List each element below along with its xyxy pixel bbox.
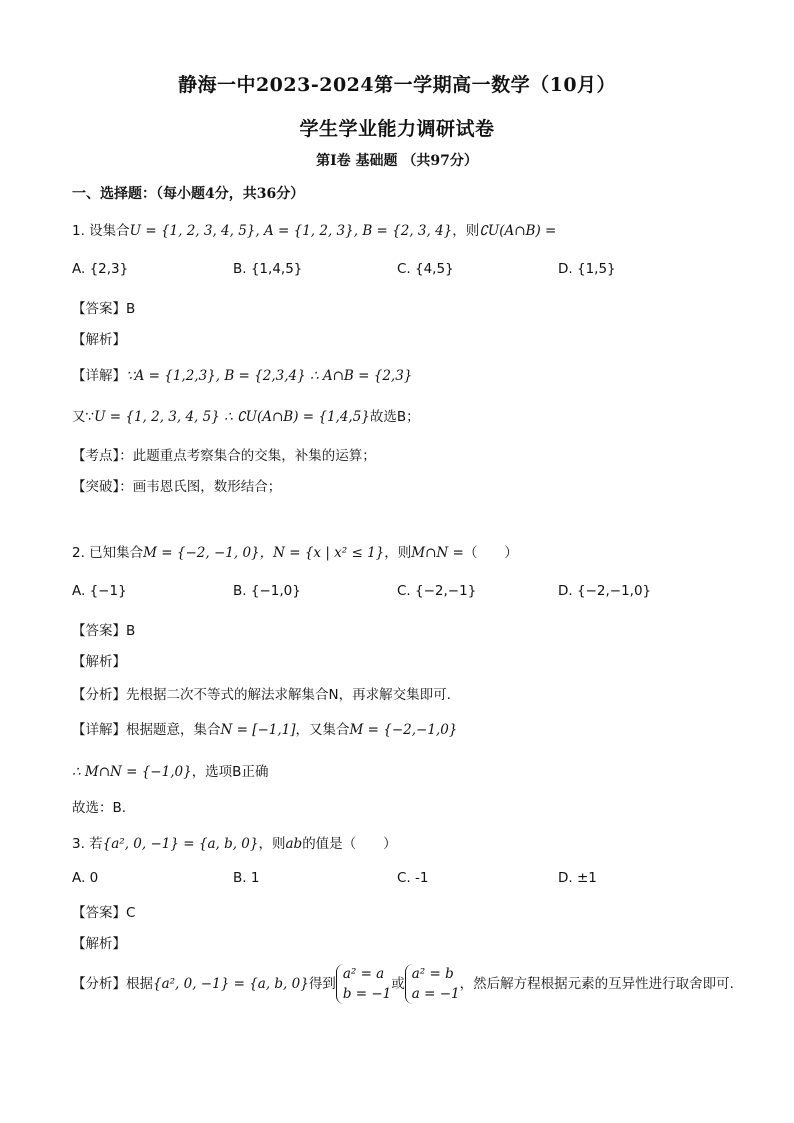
question-3-stem: 3. 若{a², 0, −1} = {a, b, 0}，则ab的值是（ ）	[72, 836, 397, 852]
q3-option-c: C. -1	[397, 870, 429, 886]
q2-fenxi: 【分析】先根据二次不等式的解法求解集合N，再求解交集即可.	[72, 687, 451, 703]
q2-answer: 【答案】B	[72, 623, 136, 639]
q2-option-c: C. {−2,−1}	[397, 583, 477, 599]
q3-option-a: A. 0	[72, 870, 99, 886]
q2-option-d: D. {−2,−1,0}	[558, 583, 652, 599]
exam-title: 静海一中2023-2024第一学期高一数学（10月）	[177, 74, 617, 96]
q2-analysis-label: 【解析】	[72, 654, 126, 670]
q1-option-b: B. {1,4,5}	[233, 261, 303, 277]
equation-system-1: a² = a b = −1	[336, 964, 391, 1004]
q2-detail: 【详解】根据题意，集合N = [−1,1]，又集合M = {−2,−1,0}	[72, 722, 458, 738]
exam-subtitle: 学生学业能力调研试卷	[299, 118, 495, 140]
part-heading: 第Ⅰ卷 基础题 （共97分）	[316, 153, 478, 169]
q1-answer: 【答案】B	[72, 301, 136, 317]
q2-choose: 故选：B.	[72, 800, 127, 816]
q2-option-b: B. {−1,0}	[233, 583, 301, 599]
q1-option-a: A. {2,3}	[72, 261, 129, 277]
q3-fenxi: 【分析】根据{a², 0, −1} = {a, b, 0}得到a² = a b = −1或a² = b a = −1，然后解方程根据元素的互异性进行取舍即可.	[72, 966, 734, 1002]
q1-complement-expression: ∁U(A∩B) =	[479, 223, 557, 239]
question-2-stem: 2. 已知集合M = {−2, −1, 0}，N = {x | x² ≤ 1}，则M∩N =（ ）	[72, 545, 518, 561]
q3-answer: 【答案】C	[72, 905, 136, 921]
q2-conclusion: ∴ M∩N = {−1,0}，选项B正确	[72, 764, 269, 780]
question-1-stem: 1. 设集合U = {1, 2, 3, 4, 5}, A = {1, 2, 3}, B = {2, 3, 4}，则∁U(A∩B) =	[72, 223, 557, 239]
q3-option-d: D. ±1	[558, 870, 597, 886]
q1-analysis-label: 【解析】	[72, 332, 126, 348]
q1-option-d: D. {1,5}	[558, 261, 616, 277]
q1-set-definitions: U = {1, 2, 3, 4, 5}, A = {1, 2, 3}, B = {2, 3, 4}	[129, 223, 453, 239]
q3-option-b: B. 1	[233, 870, 260, 886]
q1-option-c: C. {4,5}	[397, 261, 454, 277]
q1-detail-2: 又∵U = {1, 2, 3, 4, 5} ∴ ∁U(A∩B) = {1,4,5}故选B；	[72, 409, 420, 425]
q3-analysis-label: 【解析】	[72, 936, 126, 952]
q1-kaodian: 【考点】：此题重点考察集合的交集，补集的运算；	[72, 448, 376, 464]
equation-system-2: a² = b a = −1	[405, 964, 460, 1004]
q2-option-a: A. {−1}	[72, 583, 127, 599]
q1-detail: 【详解】∵A = {1,2,3}, B = {2,3,4} ∴ A∩B = {2,3}	[72, 368, 413, 384]
section-heading: 一、选择题：（每小题4分，共36分）	[72, 186, 305, 202]
q1-tupo: 【突破】：画韦恩氏图，数形结合；	[72, 479, 282, 495]
